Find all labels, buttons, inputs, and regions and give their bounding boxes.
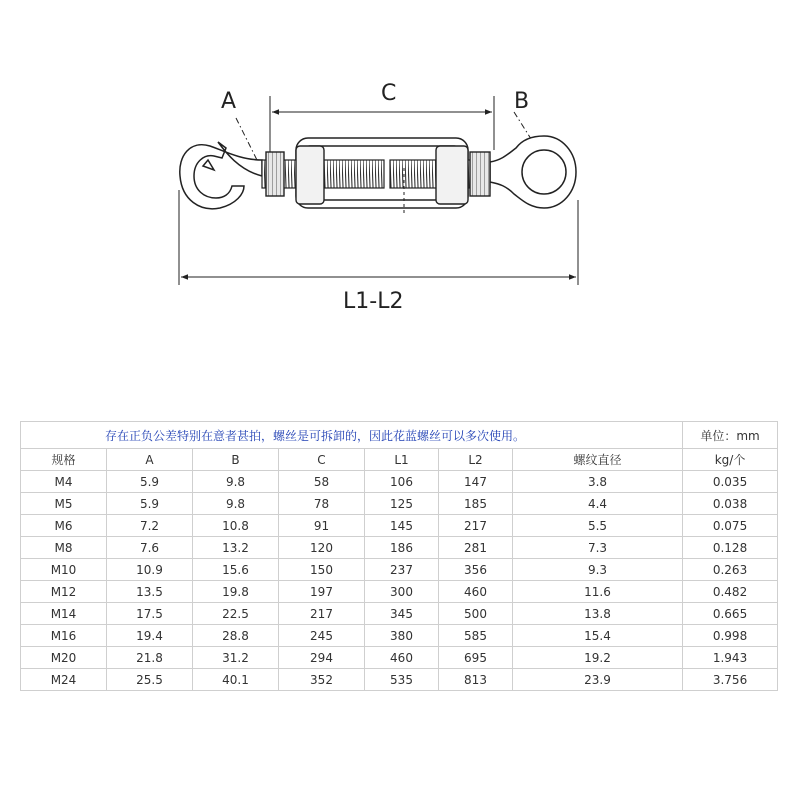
table-cell: 217 bbox=[439, 515, 513, 537]
table-row bbox=[21, 581, 778, 603]
table-cell: 120 bbox=[279, 537, 365, 559]
table-cell: 460 bbox=[439, 581, 513, 603]
table-cell: 3.756 bbox=[683, 669, 778, 691]
spec-table bbox=[20, 421, 778, 691]
table-cell: 356 bbox=[439, 559, 513, 581]
label-length: L1-L2 bbox=[343, 289, 404, 314]
table-cell: M24 bbox=[21, 669, 107, 691]
table-cell: 5.9 bbox=[107, 471, 193, 493]
table-cell: 58 bbox=[279, 471, 365, 493]
table-row bbox=[21, 669, 778, 691]
table-row bbox=[21, 493, 778, 515]
table-cell: 7.3 bbox=[513, 537, 683, 559]
table-cell: 0.263 bbox=[683, 559, 778, 581]
table-cell: 21.8 bbox=[107, 647, 193, 669]
hook-end bbox=[180, 142, 262, 209]
table-row bbox=[21, 559, 778, 581]
table-cell: 7.2 bbox=[107, 515, 193, 537]
table-cell: 25.5 bbox=[107, 669, 193, 691]
header-cell: B bbox=[193, 449, 279, 471]
table-cell: 22.5 bbox=[193, 603, 279, 625]
header-cell: L2 bbox=[439, 449, 513, 471]
tolerance-note: 存在正负公差特别在意者甚拍，螺丝是可拆卸的，因此花蓝螺丝可以多次使用。 bbox=[21, 422, 683, 449]
table-cell: 695 bbox=[439, 647, 513, 669]
table-cell: 13.5 bbox=[107, 581, 193, 603]
table-cell: 91 bbox=[279, 515, 365, 537]
table-cell: 4.4 bbox=[513, 493, 683, 515]
table-cell: 10.8 bbox=[193, 515, 279, 537]
table-cell: 352 bbox=[279, 669, 365, 691]
table-row bbox=[21, 647, 778, 669]
table-cell: 0.998 bbox=[683, 625, 778, 647]
table-cell: 0.482 bbox=[683, 581, 778, 603]
table-cell: 40.1 bbox=[193, 669, 279, 691]
header-cell: L1 bbox=[365, 449, 439, 471]
table-row bbox=[21, 537, 778, 559]
table-row bbox=[21, 515, 778, 537]
label-c: C bbox=[381, 81, 397, 106]
table-cell: 5.5 bbox=[513, 515, 683, 537]
table-cell: 345 bbox=[365, 603, 439, 625]
table-cell: 78 bbox=[279, 493, 365, 515]
label-a: A bbox=[221, 89, 237, 114]
table-body bbox=[21, 422, 778, 691]
turnbuckle-diagram bbox=[0, 0, 800, 340]
table-row bbox=[21, 603, 778, 625]
table-cell: 0.075 bbox=[683, 515, 778, 537]
header-cell: kg/个 bbox=[683, 449, 778, 471]
table-cell: 106 bbox=[365, 471, 439, 493]
table-cell: M5 bbox=[21, 493, 107, 515]
table-cell: 294 bbox=[279, 647, 365, 669]
table-cell: 125 bbox=[365, 493, 439, 515]
table-cell: M20 bbox=[21, 647, 107, 669]
table-cell: 237 bbox=[365, 559, 439, 581]
table-cell: 0.038 bbox=[683, 493, 778, 515]
table-cell: 9.3 bbox=[513, 559, 683, 581]
table-cell: 15.6 bbox=[193, 559, 279, 581]
table-cell: 300 bbox=[365, 581, 439, 603]
table-cell: 9.8 bbox=[193, 471, 279, 493]
table-cell: 185 bbox=[439, 493, 513, 515]
header-cell: C bbox=[279, 449, 365, 471]
table-cell: 17.5 bbox=[107, 603, 193, 625]
table-cell: 585 bbox=[439, 625, 513, 647]
table-cell: M4 bbox=[21, 471, 107, 493]
table-cell: M6 bbox=[21, 515, 107, 537]
table-cell: M8 bbox=[21, 537, 107, 559]
table-cell: 145 bbox=[365, 515, 439, 537]
table-cell: 13.8 bbox=[513, 603, 683, 625]
table-cell: 23.9 bbox=[513, 669, 683, 691]
table-cell: 0.035 bbox=[683, 471, 778, 493]
table-cell: 813 bbox=[439, 669, 513, 691]
table-cell: 380 bbox=[365, 625, 439, 647]
table-cell: 11.6 bbox=[513, 581, 683, 603]
unit-label: 单位：mm bbox=[683, 422, 778, 449]
table-cell: 245 bbox=[279, 625, 365, 647]
table-row bbox=[21, 471, 778, 493]
table-cell: 19.8 bbox=[193, 581, 279, 603]
header-cell: 螺纹直径 bbox=[513, 449, 683, 471]
table-cell: 7.6 bbox=[107, 537, 193, 559]
table-cell: 5.9 bbox=[107, 493, 193, 515]
label-b: B bbox=[514, 89, 530, 114]
leader-a bbox=[236, 118, 258, 162]
table-cell: M12 bbox=[21, 581, 107, 603]
table-cell: 460 bbox=[365, 647, 439, 669]
table-cell: 15.4 bbox=[513, 625, 683, 647]
header-row bbox=[21, 449, 778, 471]
table-cell: 535 bbox=[365, 669, 439, 691]
table-cell: 281 bbox=[439, 537, 513, 559]
table-cell: 217 bbox=[279, 603, 365, 625]
table-cell: 3.8 bbox=[513, 471, 683, 493]
table-cell: 186 bbox=[365, 537, 439, 559]
table-cell: 0.665 bbox=[683, 603, 778, 625]
header-cell: 规格 bbox=[21, 449, 107, 471]
table-cell: 19.2 bbox=[513, 647, 683, 669]
table-cell: 197 bbox=[279, 581, 365, 603]
table-cell: 10.9 bbox=[107, 559, 193, 581]
note-row bbox=[21, 422, 778, 449]
table-cell: 13.2 bbox=[193, 537, 279, 559]
table-cell: 19.4 bbox=[107, 625, 193, 647]
table-row bbox=[21, 625, 778, 647]
table-cell: 9.8 bbox=[193, 493, 279, 515]
table-cell: 28.8 bbox=[193, 625, 279, 647]
table-cell: 0.128 bbox=[683, 537, 778, 559]
table-cell: M16 bbox=[21, 625, 107, 647]
table-cell: 150 bbox=[279, 559, 365, 581]
table-cell: 31.2 bbox=[193, 647, 279, 669]
eye-end bbox=[490, 136, 576, 208]
table-cell: 500 bbox=[439, 603, 513, 625]
table-cell: 1.943 bbox=[683, 647, 778, 669]
table-cell: M10 bbox=[21, 559, 107, 581]
table-cell: M14 bbox=[21, 603, 107, 625]
table-cell: 147 bbox=[439, 471, 513, 493]
header-cell: A bbox=[107, 449, 193, 471]
